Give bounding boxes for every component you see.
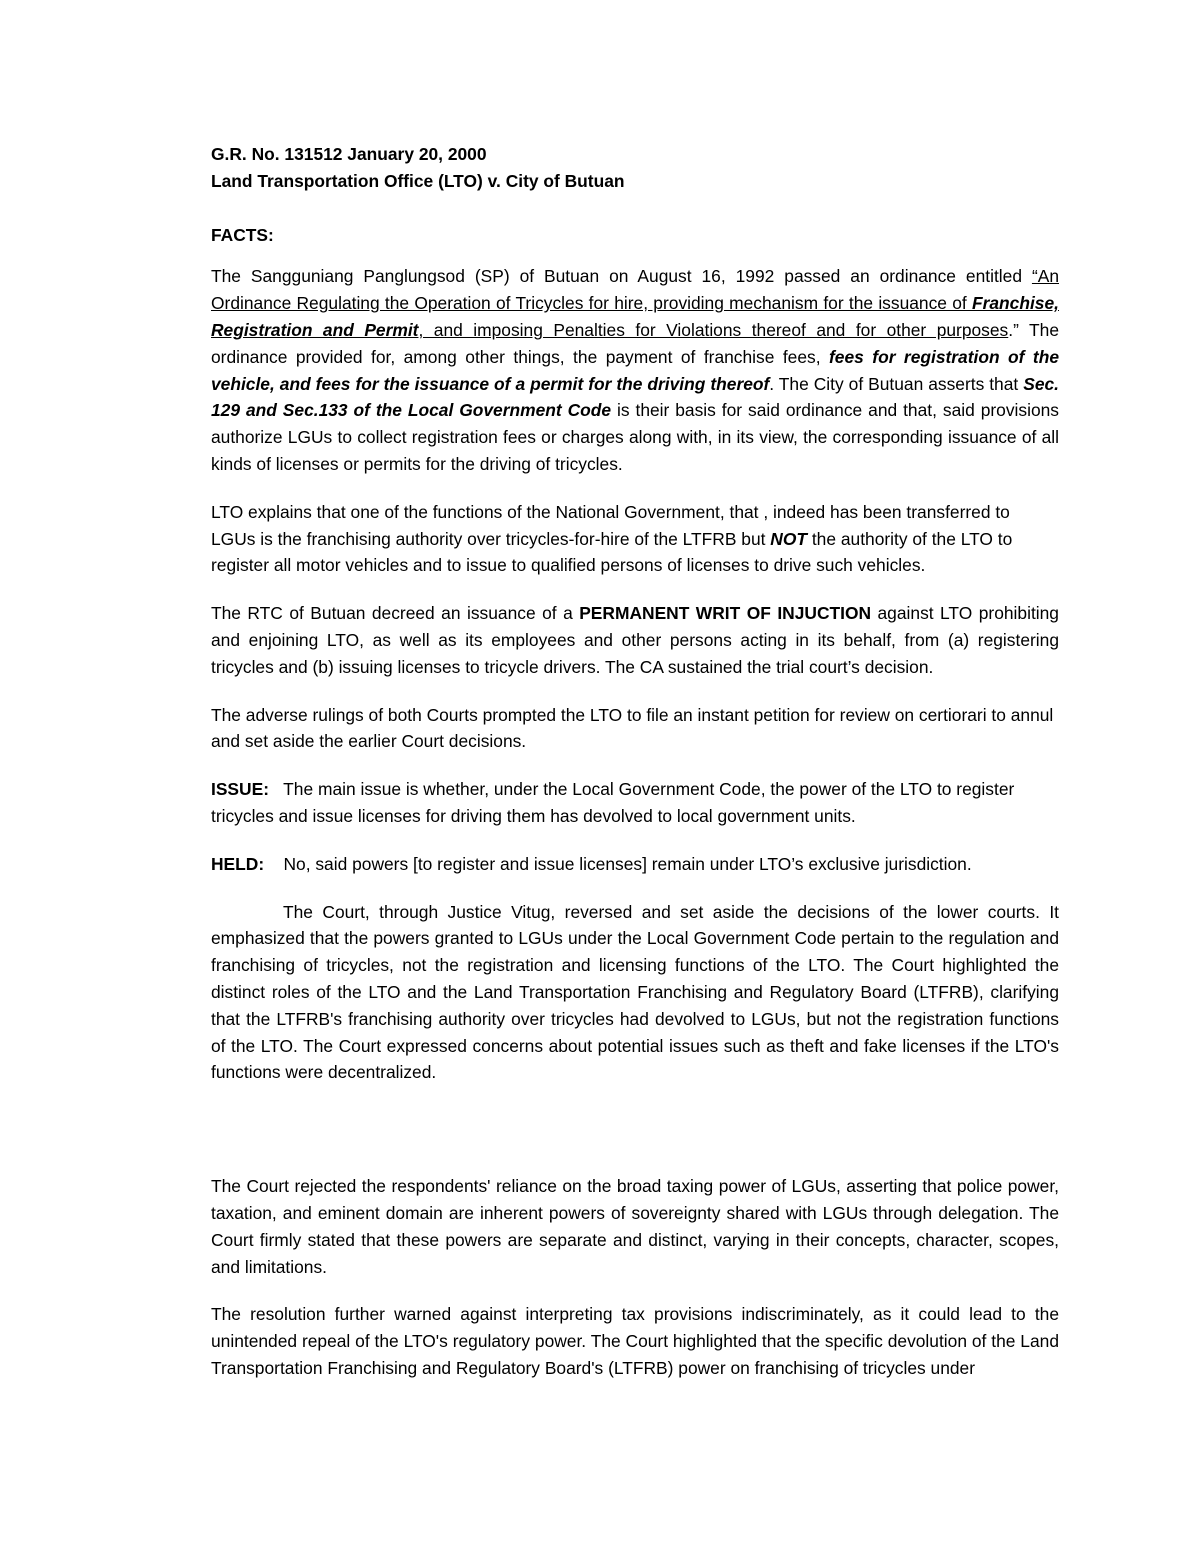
facts-p1-text-1: The Sangguniang Panglungsod (SP) of Butuan on August 16, 1992 passed an ordinance entitled <box>211 266 1032 287</box>
ruling-paragraph-2: The Court rejected the respondents' reliance on the broad taxing power of LGUs, asserting that police power, taxation, and eminent domain are inherent powers of sovereignty shared with LGUs through delegation. The Court firmly stated that these powers are separate and distinct, varying in their concepts, character, scopes, and limitations. <box>211 1176 1059 1277</box>
facts-paragraph-2 <box>211 499 1059 579</box>
facts-p2-text-2: the authority of the LTO to register all motor vehicles and to issue to qualified persons of licenses to drive such vehicles. <box>211 528 1013 576</box>
lgc-sections-emphasis: Sec. 129 and Sec.133 of the Local Government Code <box>211 373 1059 421</box>
facts-heading: FACTS: <box>211 224 274 245</box>
paragraph-spacer <box>211 1107 1059 1173</box>
ordinance-title-emphasis: Franchise, Registration and Permit <box>211 293 1059 340</box>
ruling-paragraph-3: The resolution further warned against interpreting tax provisions indiscriminately, as it could lead to the unintended repeal of the LTO's regulatory power. The Court highlighted that the specific devolution of the Land Transportation Franchising and Regulatory Board's (LTFRB) power on franchising of tricycles under <box>211 1304 1059 1378</box>
facts-p1-text-4: is their basis for said ordinance and that, said provisions authorize LGUs to collect registration fees or charges along with, in its view, the corresponding issuance of all kinds of licenses or permits for the driving of tricycles. <box>211 400 1059 474</box>
ruling-paragraph-1: The Court, through Justice Vitug, reversed and set aside the decisions of the lower courts. It emphasized that the powers granted to LGUs under the Local Government Code pertain to the regulation and franchising of tricycles, not the registration and licensing functions of the LTO. The Court highlighted the distinct roles of the LTO and the Land Transportation Franchising and Regulatory Board (LTFRB), clarifying that the LTFRB's franchising authority over tricycles had devolved to LGUs, but not the registration functions of the LTO. The Court expressed concerns about potential issues such as theft and fake licenses if the LTO's functions were decentralized. <box>211 901 1059 1083</box>
ordinance-title-part-1: “An Ordinance Regulating the Operation of Tricycles for hire, providing mechanism for the issuance of <box>211 266 1059 314</box>
facts-paragraph-3 <box>211 600 1059 680</box>
held-label: HELD: <box>211 853 265 874</box>
document-page <box>211 141 1059 1403</box>
facts-paragraph-1 <box>211 263 1059 477</box>
facts-paragraph-4: The adverse rulings of both Courts prompted the LTO to file an instant petition for review on certiorari to annul and set aside the earlier Court decisions. <box>211 704 1054 752</box>
issue-text: The main issue is whether, under the Local Government Code, the power of the LTO to register tricycles and issue licenses for driving them has devolved to local government units. <box>211 779 1020 826</box>
not-emphasis: NOT <box>770 528 808 549</box>
held-paragraph <box>211 851 1059 878</box>
facts-p1-text-3: . The City of Butuan asserts that <box>769 373 1024 394</box>
facts-p3-text-1: The RTC of Butuan decreed an issuance of a <box>211 603 580 624</box>
fees-emphasis: fees for registration of the vehicle, and fees for the issuance of a permit for the driving thereof <box>211 346 1060 394</box>
facts-p3-text-2: against LTO prohibiting and enjoining LTO, as well as its employees and other persons acting in its behalf, from (a) registering tricycles and (b) issuing licenses to tricycle drivers. The CA sustained the trial court’s decision. <box>211 603 1059 677</box>
issue-label: ISSUE: <box>211 779 269 800</box>
issue-paragraph <box>211 776 1059 830</box>
held-text: No, said powers [to register and issue licenses] remain under LTO’s exclusive jurisdiction. <box>264 853 972 874</box>
writ-emphasis: PERMANENT WRIT OF INJUCTION <box>579 603 872 624</box>
case-title: Land Transportation Office (LTO) v. City of Butuan <box>211 170 625 191</box>
case-number: G.R. No. 131512 January 20, 2000 <box>211 144 487 164</box>
facts-p2-text-1: LTO explains that one of the functions of the National Government, that , indeed has been transferred to LGUs is the franchising authority over tricycles-for-hire of the LTFRB but <box>211 501 1010 549</box>
ordinance-title-part-2: , and imposing Penalties for Violations thereof and for other purposes <box>418 319 1009 340</box>
facts-p1-text-2: .” The ordinance provided for, among other things, the payment of franchise fees, <box>211 319 1060 367</box>
